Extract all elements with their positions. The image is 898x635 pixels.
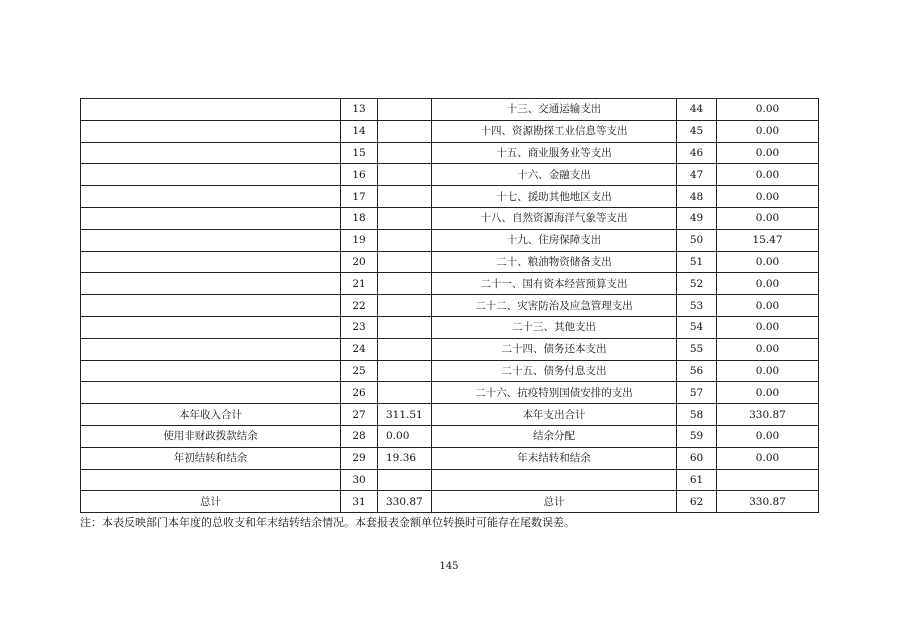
budget-table-body <box>81 99 819 513</box>
income-amount: 330.87 <box>378 491 432 513</box>
expense-amount: 0.00 <box>717 360 819 382</box>
expense-item-label: 二十一、国有资本经营预算支出 <box>432 273 677 295</box>
income-amount <box>378 99 432 121</box>
income-row-number: 22 <box>341 295 378 317</box>
income-row-number: 30 <box>341 469 378 491</box>
income-row-number: 15 <box>341 142 378 164</box>
income-item-label <box>81 164 341 186</box>
income-row-number: 18 <box>341 207 378 229</box>
income-item-label: 年初结转和结余 <box>81 447 341 469</box>
income-row-number: 14 <box>341 120 378 142</box>
table-row <box>81 99 819 121</box>
income-item-label: 总计 <box>81 491 341 513</box>
expense-item-label: 结余分配 <box>432 425 677 447</box>
income-item-label <box>81 469 341 491</box>
expense-amount: 0.00 <box>717 142 819 164</box>
income-amount <box>378 316 432 338</box>
expense-row-number: 53 <box>677 295 717 317</box>
income-item-label <box>81 142 341 164</box>
table-row <box>81 295 819 317</box>
expense-amount: 0.00 <box>717 120 819 142</box>
expense-row-number: 59 <box>677 425 717 447</box>
expense-amount: 0.00 <box>717 207 819 229</box>
expense-row-number: 45 <box>677 120 717 142</box>
expense-amount: 0.00 <box>717 447 819 469</box>
expense-amount: 0.00 <box>717 425 819 447</box>
income-amount <box>378 360 432 382</box>
income-row-number: 25 <box>341 360 378 382</box>
expense-item-label: 二十六、抗疫特别国债安排的支出 <box>432 382 677 404</box>
expense-amount: 0.00 <box>717 186 819 208</box>
expense-row-number: 51 <box>677 251 717 273</box>
expense-item-label: 二十五、债务付息支出 <box>432 360 677 382</box>
income-row-number: 29 <box>341 447 378 469</box>
table-row <box>81 142 819 164</box>
expense-amount: 15.47 <box>717 229 819 251</box>
expense-amount: 0.00 <box>717 316 819 338</box>
expense-item-label: 总计 <box>432 491 677 513</box>
income-item-label <box>81 229 341 251</box>
table-row <box>81 251 819 273</box>
expense-item-label: 本年支出合计 <box>432 404 677 426</box>
income-row-number: 23 <box>341 316 378 338</box>
income-row-number: 24 <box>341 338 378 360</box>
expense-amount: 0.00 <box>717 99 819 121</box>
income-amount <box>378 186 432 208</box>
expense-amount: 0.00 <box>717 273 819 295</box>
expense-row-number: 55 <box>677 338 717 360</box>
expense-amount: 0.00 <box>717 295 819 317</box>
income-item-label <box>81 382 341 404</box>
page-number: 145 <box>439 561 459 572</box>
expense-item-label: 年末结转和结余 <box>432 447 677 469</box>
income-amount <box>378 120 432 142</box>
table-footnote: 注：本表反映部门本年度的总收支和年末结转结余情况。本套报表金额单位转换时可能存在尾数误差。 <box>80 516 575 529</box>
expense-row-number: 54 <box>677 316 717 338</box>
income-item-label <box>81 360 341 382</box>
table-row <box>81 447 819 469</box>
income-amount <box>378 338 432 360</box>
income-amount <box>378 469 432 491</box>
income-item-label: 本年收入合计 <box>81 404 341 426</box>
expense-item-label: 十七、援助其他地区支出 <box>432 186 677 208</box>
income-row-number: 20 <box>341 251 378 273</box>
income-item-label <box>81 207 341 229</box>
income-amount: 0.00 <box>378 425 432 447</box>
expense-item-label: 十八、自然资源海洋气象等支出 <box>432 207 677 229</box>
income-amount: 311.51 <box>378 404 432 426</box>
income-item-label <box>81 99 341 121</box>
expense-row-number: 50 <box>677 229 717 251</box>
expense-amount: 0.00 <box>717 382 819 404</box>
expense-row-number: 49 <box>677 207 717 229</box>
expense-amount: 330.87 <box>717 491 819 513</box>
expense-row-number: 56 <box>677 360 717 382</box>
expense-item-label: 二十二、灾害防治及应急管理支出 <box>432 295 677 317</box>
table-row <box>81 164 819 186</box>
table-row <box>81 469 819 491</box>
expense-row-number: 58 <box>677 404 717 426</box>
expense-row-number: 57 <box>677 382 717 404</box>
expense-item-label <box>432 469 677 491</box>
income-row-number: 16 <box>341 164 378 186</box>
table-row <box>81 360 819 382</box>
table-row <box>81 229 819 251</box>
income-row-number: 17 <box>341 186 378 208</box>
income-item-label <box>81 338 341 360</box>
expense-item-label: 二十四、债务还本支出 <box>432 338 677 360</box>
income-amount <box>378 142 432 164</box>
table-row <box>81 316 819 338</box>
income-amount <box>378 164 432 186</box>
table-row <box>81 338 819 360</box>
income-amount <box>378 382 432 404</box>
expense-amount: 0.00 <box>717 251 819 273</box>
table-row <box>81 207 819 229</box>
income-amount <box>378 295 432 317</box>
expense-amount: 0.00 <box>717 338 819 360</box>
income-row-number: 31 <box>341 491 378 513</box>
income-row-number: 26 <box>341 382 378 404</box>
income-row-number: 21 <box>341 273 378 295</box>
expense-row-number: 44 <box>677 99 717 121</box>
income-row-number: 27 <box>341 404 378 426</box>
income-item-label <box>81 295 341 317</box>
income-item-label <box>81 120 341 142</box>
expense-row-number: 62 <box>677 491 717 513</box>
income-row-number: 13 <box>341 99 378 121</box>
expense-row-number: 61 <box>677 469 717 491</box>
expense-row-number: 52 <box>677 273 717 295</box>
table-row <box>81 120 819 142</box>
expense-row-number: 46 <box>677 142 717 164</box>
income-row-number: 19 <box>341 229 378 251</box>
table-row <box>81 273 819 295</box>
income-amount <box>378 273 432 295</box>
expense-item-label: 十六、金融支出 <box>432 164 677 186</box>
income-item-label <box>81 186 341 208</box>
table-row <box>81 186 819 208</box>
expense-item-label: 十五、商业服务业等支出 <box>432 142 677 164</box>
income-item-label <box>81 273 341 295</box>
expense-item-label: 二十、粮油物资储备支出 <box>432 251 677 273</box>
expense-amount: 0.00 <box>717 164 819 186</box>
table-row <box>81 404 819 426</box>
income-item-label: 使用非财政拨款结余 <box>81 425 341 447</box>
expense-row-number: 60 <box>677 447 717 469</box>
table-row <box>81 382 819 404</box>
budget-table <box>80 98 819 513</box>
income-item-label <box>81 316 341 338</box>
expense-amount: 330.87 <box>717 404 819 426</box>
income-row-number: 28 <box>341 425 378 447</box>
expense-item-label: 二十三、其他支出 <box>432 316 677 338</box>
income-amount <box>378 251 432 273</box>
expense-row-number: 47 <box>677 164 717 186</box>
expense-item-label: 十三、交通运输支出 <box>432 99 677 121</box>
expense-item-label: 十四、资源勘探工业信息等支出 <box>432 120 677 142</box>
table-row <box>81 425 819 447</box>
income-amount <box>378 207 432 229</box>
table-row <box>81 491 819 513</box>
expense-item-label: 十九、住房保障支出 <box>432 229 677 251</box>
income-amount <box>378 229 432 251</box>
expense-row-number: 48 <box>677 186 717 208</box>
income-item-label <box>81 251 341 273</box>
income-amount: 19.36 <box>378 447 432 469</box>
expense-amount <box>717 469 819 491</box>
